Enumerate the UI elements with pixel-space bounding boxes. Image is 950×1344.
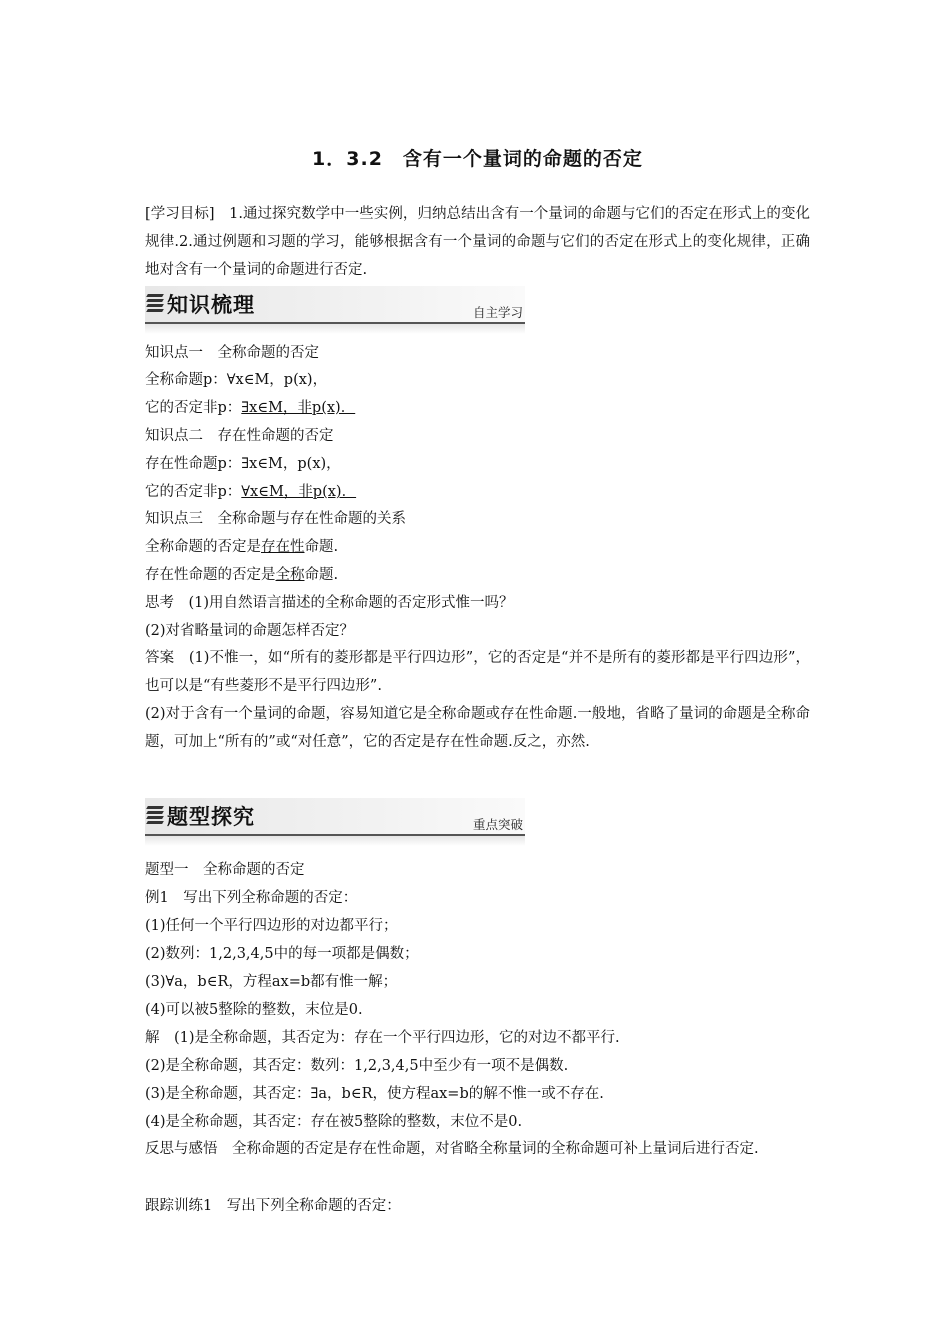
page-title: 1．3.2 含有一个量词的命题的否定 [312,148,643,170]
example-1-item-1: (1)任何一个平行四边形的对边都平行； [145,918,398,934]
think-question-1: 思考 (1)用自然语言描述的全称命题的否定形式惟一吗？ [145,595,514,611]
knowledge-point-2-negation: 它的否定非p：∀x∈M，非p(x)． [145,484,357,500]
section-banner-types [145,798,525,846]
example-1-item-4: (4)可以被5整除的整数，末位是0. [145,1002,363,1018]
answer-paragraph-2: (2)对于含有一个量词的命题，容易知道它是全称命题或存在性命题.一般地，省略了量词的命题是全称命题，可加上“所有的”或“对任意”，它的否定是存在性命题.反之，亦然. [145,706,810,750]
tracking-exercise-1: 跟踪训练1 写出下列全称命题的否定： [145,1198,401,1214]
think-question-2: (2)对省略量词的命题怎样否定？ [145,623,355,639]
knowledge-point-3-line-1: 全称命题的否定是存在性命题. [145,539,339,555]
banner-subheading: 重点突破 [472,817,523,832]
knowledge-point-1-line: 全称命题p：∀x∈M，p(x)， [145,372,328,388]
solution-3: (3)是全称命题，其否定：∃a，b∈R，使方程ax=b的解不惟一或不存在. [145,1086,604,1102]
example-1-item-3: (3)∀a，b∈R，方程ax=b都有惟一解； [145,974,398,990]
solution-1: 解 (1)是全称命题，其否定为：存在一个平行四边形，它的对边不都平行. [145,1030,620,1046]
stripes-icon [147,294,163,316]
type-1-title: 题型一 全称命题的否定 [145,862,305,878]
example-1-item-2: (2)数列：1,2,3,4,5中的每一项都是偶数； [145,946,419,962]
answer-paragraph-1: 答案 (1)不惟一，如“所有的菱形都是平行四边形”，它的否定是“并不是所有的菱形都是平行四边形”，也可以是“有些菱形不是平行四边形”. [145,650,810,694]
knowledge-point-3-line-2: 存在性命题的否定是全称命题. [145,567,339,583]
banner-heading: 知识梳理 [167,293,255,317]
knowledge-point-1-title: 知识点一 全称命题的否定 [145,345,319,361]
reflection: 反思与感悟 全称命题的否定是存在性命题，对省略全称量词的全称命题可补上量词后进行否定. [145,1141,759,1157]
section-banner-knowledge [145,286,525,334]
solution-2: (2)是全称命题，其否定：数列：1,2,3,4,5中至少有一项不是偶数. [145,1058,569,1074]
banner-subheading: 自主学习 [472,305,523,320]
example-1: 例1 写出下列全称命题的否定： [145,890,358,906]
knowledge-point-3-title: 知识点三 全称命题与存在性命题的关系 [145,511,406,527]
banner-heading: 题型探究 [167,805,255,829]
knowledge-point-2-title: 知识点二 存在性命题的否定 [145,428,334,444]
answer-blank: 存在性 [261,539,305,555]
learning-goals: [学习目标] 1.通过探究数学中一些实例，归纳总结出含有一个量词的命题与它们的否定在形式上的变化规律.2.通过例题和习题的学习，能够根据含有一个量词的命题与它们的否定在形式上的变化规律，正确地对含有一个量词的命题进行否定. [145,206,810,278]
answer-blank: ∃x∈M，非p(x)． [241,400,356,416]
knowledge-point-2-line: 存在性命题p：∃x∈M，p(x)， [145,456,341,472]
knowledge-point-1-negation: 它的否定非p：∃x∈M，非p(x)． [145,400,356,416]
answer-blank: 全称 [275,567,305,583]
stripes-icon [147,806,163,828]
answer-blank: ∀x∈M，非p(x)． [241,484,357,500]
solution-4: (4)是全称命题，其否定：存在被5整除的整数，末位不是0. [145,1114,523,1130]
